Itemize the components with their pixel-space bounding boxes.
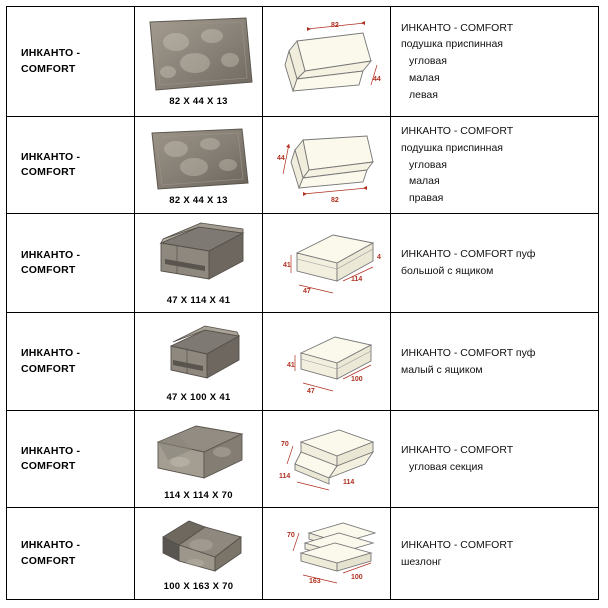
product-dimensions: 47 X 114 X 41	[166, 294, 231, 306]
product-name: ИНКАНТО - COMFORT	[21, 248, 81, 276]
product-dimensions: 82 X 44 X 13	[169, 96, 228, 107]
sketch-label: 44	[276, 155, 285, 162]
catalog-table	[6, 6, 599, 600]
desc-line: малый с ящиком	[401, 363, 483, 376]
photo-cushion-right	[144, 125, 254, 193]
desc-line: подушка приспинная	[401, 38, 503, 51]
desc-line: правая	[409, 192, 444, 205]
photo-pouf-small	[147, 320, 251, 390]
desc-line: ИНКАНТО - COMFORT	[401, 538, 514, 551]
product-description	[391, 438, 598, 480]
sketch-label: 41	[282, 262, 291, 269]
product-photo-cell	[135, 214, 263, 313]
photo-corner-section	[144, 418, 254, 488]
product-dimensions: 82 X 44 X 13	[169, 194, 228, 206]
sketch-chaise	[267, 517, 387, 591]
product-photo-cell	[135, 508, 263, 600]
desc-line: большой с ящиком	[401, 265, 494, 277]
sketch-label: 70	[280, 441, 289, 448]
sketch-cushion-right	[267, 126, 387, 204]
desc-line: ИНКАНТО - COMFORT пуф	[401, 248, 536, 261]
desc-line: подушка приспинная	[401, 141, 503, 154]
desc-line: шезлонг	[401, 555, 442, 568]
sketch-label: 100	[350, 573, 363, 581]
product-name: ИНКАНТО - COMFORT	[21, 150, 81, 178]
product-dimensions: 114 X 114 X 70	[164, 489, 233, 501]
desc-line: ИНКАНТО - COMFORT	[401, 21, 514, 34]
product-name-cell	[7, 508, 135, 600]
sketch-label: 47	[302, 288, 311, 295]
product-sketch-cell	[263, 411, 391, 508]
sketch-label: 47	[306, 387, 315, 395]
desc-line: ИНКАНТО - COMFORT	[401, 125, 514, 137]
photo-cushion-left	[140, 16, 258, 94]
product-description-cell	[391, 214, 599, 313]
desc-line: ИНКАНТО - COMFORT	[401, 444, 514, 457]
product-photo-cell	[135, 411, 263, 508]
table-row	[7, 508, 599, 600]
table-row	[7, 214, 599, 313]
sketch-label: 114	[278, 473, 290, 480]
sketch-label: 4	[376, 254, 381, 261]
product-name-cell	[7, 313, 135, 411]
table-row	[7, 7, 599, 117]
product-description-cell	[391, 313, 599, 411]
product-description-cell	[391, 117, 599, 214]
sketch-label: 41	[286, 361, 295, 369]
sketch-label: 114	[350, 276, 362, 283]
product-sketch-cell	[263, 214, 391, 313]
desc-line: малая	[409, 175, 440, 188]
product-description	[391, 16, 598, 108]
product-sketch-cell	[263, 313, 391, 411]
product-name: ИНКАНТО - COMFORT	[21, 539, 81, 567]
desc-line: левая	[409, 88, 438, 101]
product-description	[391, 242, 598, 284]
product-name: ИНКАНТО - COMFORT	[21, 47, 81, 75]
sketch-label: 114	[342, 479, 354, 486]
product-sketch-cell	[263, 117, 391, 214]
product-description	[391, 119, 598, 211]
product-name-cell	[7, 7, 135, 117]
product-description-cell	[391, 7, 599, 117]
sketch-pouf-big	[267, 223, 387, 303]
product-sketch-cell	[263, 7, 391, 117]
product-description-cell	[391, 508, 599, 600]
product-photo-cell	[135, 7, 263, 117]
product-name: ИНКАНТО - COMFORT	[21, 444, 81, 472]
table-row	[7, 411, 599, 508]
product-dimensions: 47 X 100 X 41	[166, 392, 231, 403]
product-name-cell	[7, 214, 135, 313]
table-row	[7, 117, 599, 214]
sketch-corner-section	[267, 420, 387, 498]
product-description	[391, 533, 598, 575]
table-row	[7, 313, 599, 411]
product-description-cell	[391, 411, 599, 508]
photo-pouf-big	[143, 221, 255, 293]
sketch-label: 70	[286, 531, 295, 539]
desc-line: угловая	[409, 158, 447, 171]
product-dimensions: 100 X 163 X 70	[163, 581, 234, 592]
product-name-cell	[7, 411, 135, 508]
sketch-label: 163	[308, 577, 321, 585]
desc-line: ИНКАНТО - COMFORT пуф	[401, 346, 536, 359]
product-name: ИНКАНТО - COMFORT	[21, 347, 81, 375]
sketch-pouf-small	[267, 323, 387, 401]
product-photo-cell	[135, 313, 263, 411]
desc-line: малая	[409, 71, 440, 84]
desc-line: угловая	[409, 55, 447, 68]
product-name-cell	[7, 117, 135, 214]
desc-line: угловая секция	[409, 461, 484, 473]
photo-chaise	[145, 515, 253, 579]
sketch-label: 44	[372, 75, 381, 83]
product-photo-cell	[135, 117, 263, 214]
sketch-label: 82	[330, 21, 339, 29]
product-sketch-cell	[263, 508, 391, 600]
sketch-label: 100	[350, 375, 363, 383]
sketch-label: 82	[330, 197, 339, 204]
sketch-cushion-left	[267, 21, 387, 103]
product-description	[391, 341, 598, 383]
